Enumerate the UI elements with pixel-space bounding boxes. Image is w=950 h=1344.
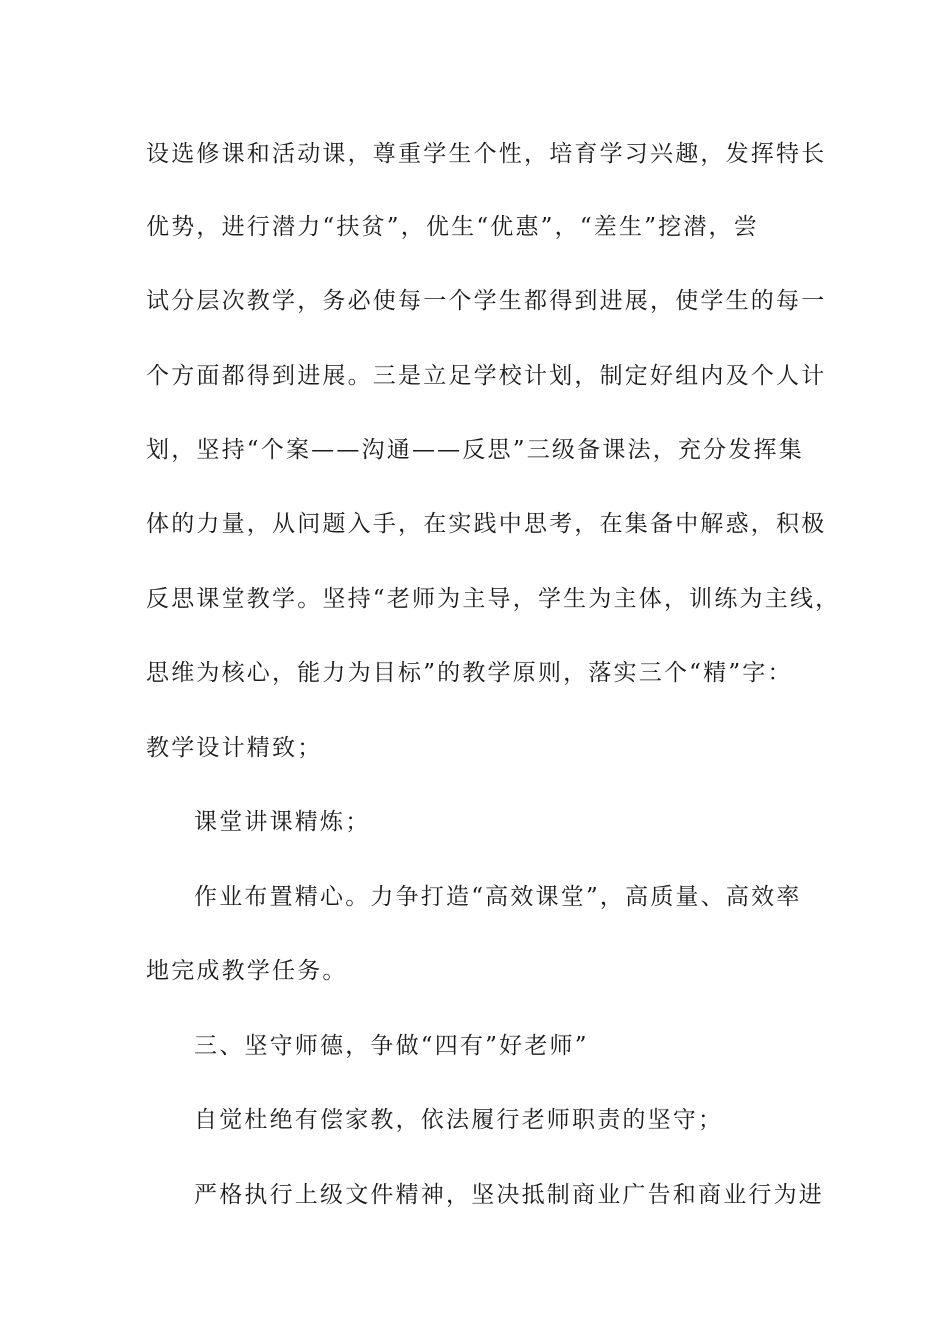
text-line-6: 体的力量，从问题入手，在实践中思考，在集备中解惑，积极 [146, 511, 827, 537]
text-line-10: 课堂讲课精炼； [194, 809, 371, 835]
text-line-1: 设选修课和活动课，尊重学生个性，培育学习兴趣，发挥特长 [146, 141, 827, 167]
text-line-3: 试分层次教学，务必使每一个学生都得到进展，使学生的每一 [146, 288, 827, 314]
text-line-15: 严格执行上级文件精神，坚决抵制商业广告和商业行为进 [194, 1182, 824, 1208]
text-line-2: 优势，进行潜力“扶贫”，优生“优惠”，“差生”挖潜，尝 [146, 214, 759, 240]
text-line-4: 个方面都得到进展。三是立足学校计划，制定好组内及个人计 [146, 363, 827, 389]
text-line-7: 反思课堂教学。坚持“老师为主导，学生为主体，训练为主线， [146, 586, 841, 612]
text-line-8: 思维为核心，能力为目标”的教学原则，落实三个“精”字： [146, 660, 793, 686]
text-line-12: 地完成教学任务。 [146, 958, 348, 984]
text-line-9: 教学设计精致； [146, 735, 323, 761]
text-line-11: 作业布置精心。力争打造“高效课堂”，高质量、高效率 [194, 884, 802, 910]
text-line-14: 自觉杜绝有偿家教，依法履行老师职责的坚守； [194, 1107, 724, 1133]
text-line-5: 划，坚持“个案——沟通——反思”三级备课法，充分发挥集 [146, 437, 804, 463]
section-heading: 三、坚守师德，争做“四有”好老师” [194, 1033, 589, 1059]
